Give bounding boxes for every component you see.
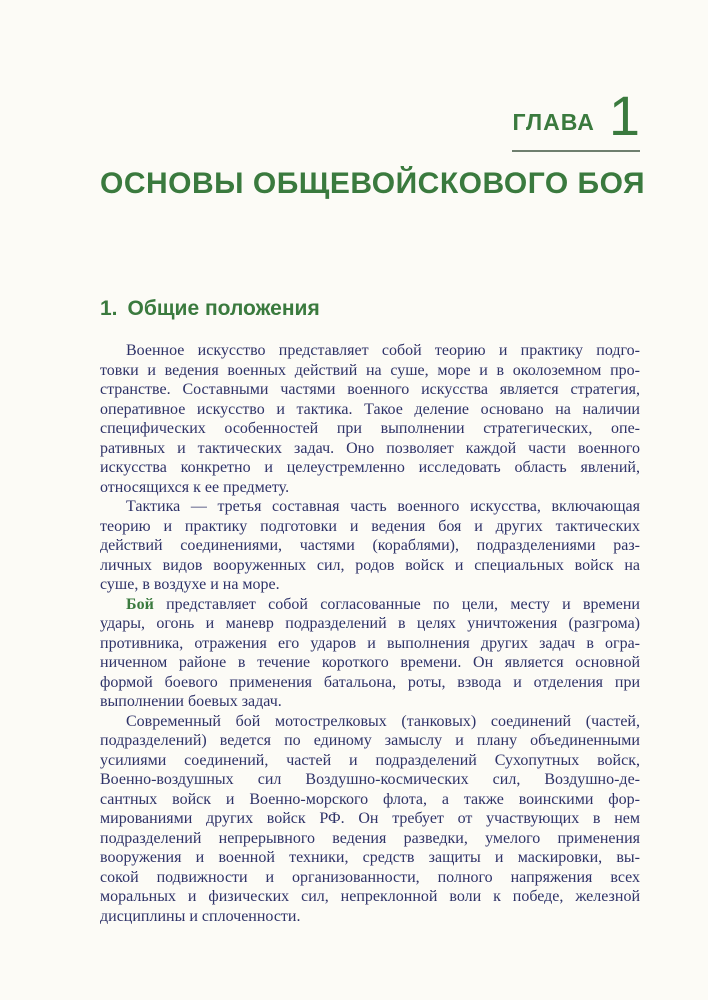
text-line: суше, в воздухе и на море. (100, 576, 280, 593)
text-line: Современный бой мотострелковых (танковых) соединений (частей, (126, 712, 640, 730)
paragraph (100, 712, 640, 927)
text-line: подразделений непрерывного ведения разведки, умелого применения (100, 829, 640, 847)
chapter-title: ОСНОВЫ ОБЩЕВОЙСКОВОГО БОЯ (100, 167, 646, 200)
text-line: выполнении боевых задач. (100, 693, 282, 710)
section-heading (100, 297, 320, 321)
text-line: искусства конкретно и целеустремленно исследовать область явлений, (100, 459, 640, 476)
text-line: Военно-воздушных сил Воздушно-космических сил, Воздушно-де- (100, 771, 640, 788)
text-line: Бой представляет собой согласованные по цели, месту и времени (126, 595, 640, 613)
text-line: моральных и физических сил, непреклонной воли к победе, железной (100, 888, 640, 905)
text-line: удары, огонь и маневр подразделений в целях уничтожения (разгрома) (100, 615, 640, 632)
text-line: ративных и тактических задач. Оно позволяет каждой части военного (100, 439, 640, 457)
paragraph (100, 341, 640, 497)
text-line: сокой подвижности и организованности, полного напряжения всех (100, 868, 640, 886)
text-line: вооружения и военной техники, средств защиты и маскировки, вы- (100, 849, 640, 866)
text-line: Тактика — третья составная часть военного искусства, включающая (126, 498, 640, 515)
text-line: специфических особенностей при выполнении стратегических, опе- (100, 420, 640, 437)
text-line: теорию и практику подготовки и ведения боя и других тактических (100, 517, 640, 535)
text-line: подразделений) ведется по единому замыслу и плану объединенными (100, 732, 640, 749)
body-text (100, 341, 640, 926)
text-line: дисциплины и сплоченности. (100, 907, 301, 925)
lead-term: Бой (126, 595, 154, 613)
text-line: относящихся к ее предмету. (100, 478, 290, 496)
text-line: товки и ведения военных действий на суше, море и в околоземном про- (100, 361, 640, 379)
text-line: противника, отражения его ударов и выполнения других задач в огра- (100, 634, 640, 652)
paragraph (100, 497, 640, 595)
text-line: усилиями соединений, частей и подразделений Сухопутных войск, (100, 751, 640, 769)
text-line: сантных войск и Военно-морского флота, а также воинскими фор- (100, 790, 640, 808)
text-line: формой боевого применения батальона, роты, взвода и отделения при (100, 673, 640, 691)
chapter-header (512, 84, 640, 147)
section-title: Общие положения (127, 297, 320, 320)
text-line: мированиями других войск РФ. Он требует от участвующих в нем (100, 810, 640, 827)
paragraph (100, 595, 640, 712)
text-line: оперативное искусство и тактика. Такое деление основано на наличии (100, 400, 640, 418)
text-line: ниченном районе в течение короткого времени. Он является основной (100, 654, 640, 671)
text-line: странстве. Составными частями военного искусства является стратегия, (100, 381, 640, 398)
chapter-rule-divider (512, 150, 640, 152)
chapter-label: ГЛАВА (512, 108, 595, 135)
text-line: действий соединениями, частями (кораблями), подразделениями раз- (100, 537, 640, 554)
chapter-number: 1 (608, 84, 640, 147)
section-number: 1. (100, 297, 118, 320)
text-line: Военное искусство представляет собой теорию и практику подго- (126, 342, 640, 359)
text-line: личных видов вооруженных сил, родов войск и специальных войск на (100, 556, 640, 574)
